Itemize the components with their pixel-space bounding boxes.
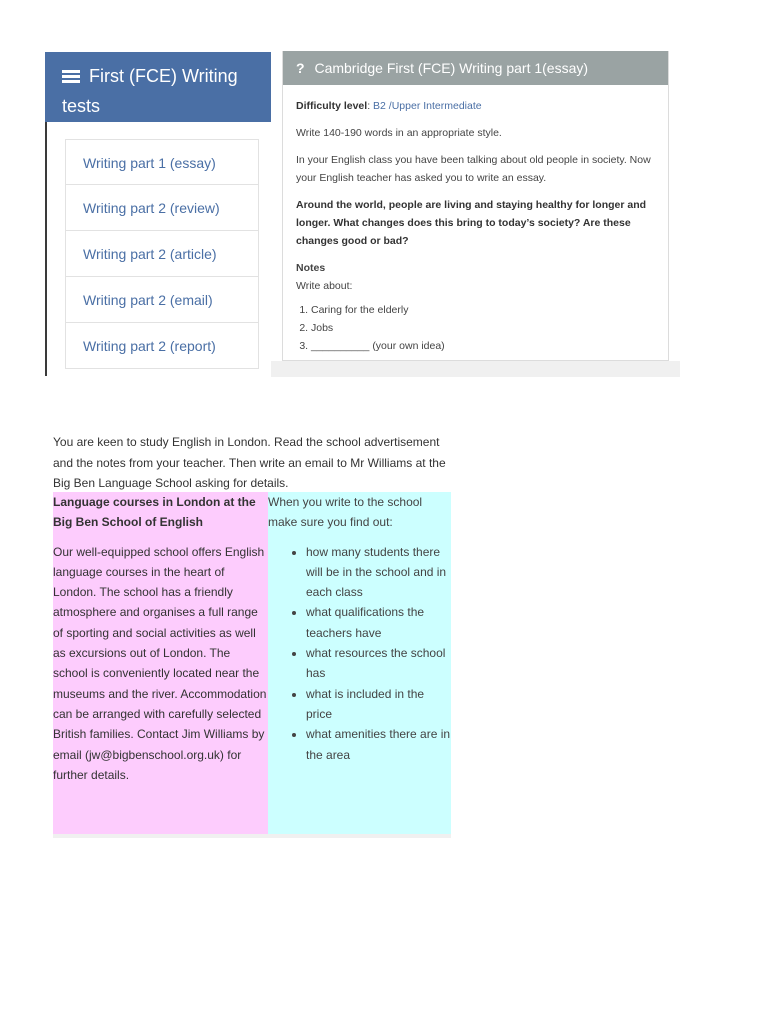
task-context: In your English class you have been talking about old people in society. Now your English teacher has asked you to write an essay. — [296, 154, 651, 184]
nav-header — [45, 52, 271, 122]
nav-item-part1-essay[interactable]: Writing part 1 (essay) — [65, 139, 259, 185]
notes-item: 3. __________ (your own idea) — [311, 337, 655, 355]
writing-tests-nav — [45, 52, 271, 376]
difficulty-value: B2 /Upper Intermediate — [373, 100, 482, 112]
task-panel — [282, 51, 669, 361]
nav-body — [45, 122, 271, 376]
nav-item-part2-review[interactable]: Writing part 2 (review) — [65, 185, 259, 231]
nav-item-part2-email[interactable]: Writing part 2 (email) — [65, 277, 259, 323]
task-title: Cambridge First (FCE) Writing part 1(essay) — [314, 60, 589, 76]
email-task-intro: You are keen to study English in London. Read the school advertisement and the notes from your teacher. Then write an email to Mr Williams at the Big Ben Language School asking for details. — [53, 435, 446, 490]
teacher-note-item: • what resources the school has — [306, 643, 451, 684]
teacher-note-item: • what is included in the price — [306, 684, 451, 725]
task-bottom-bar — [271, 361, 680, 377]
task-body — [283, 85, 668, 355]
word-count-instruction: Write 140-190 words in an appropriate style. — [296, 127, 502, 139]
list-icon — [62, 70, 80, 83]
teacher-note-item: • how many students there will be in the school and in each class — [306, 542, 451, 603]
nav-list — [65, 139, 259, 369]
teacher-notes-list — [268, 542, 451, 765]
nav-title: First (FCE) Writing tests — [62, 66, 238, 116]
teacher-notes-intro: When you write to the school make sure you find out: — [268, 495, 423, 530]
teacher-note-item: • what qualifications the teachers have — [306, 602, 451, 643]
nav-item-part2-article[interactable]: Writing part 2 (article) — [65, 231, 259, 277]
difficulty-line: Difficulty level: B2 /Upper Intermediate — [296, 100, 482, 112]
ad-title: Language courses in London at the Big Ben School of English — [53, 495, 256, 530]
task-header — [283, 51, 668, 85]
teacher-notes — [268, 492, 451, 834]
bottom-strip — [53, 834, 451, 838]
notes-list — [296, 301, 655, 355]
nav-item-part2-report[interactable]: Writing part 2 (report) — [65, 323, 259, 369]
question-mark-icon: ? — [296, 60, 305, 76]
school-advertisement — [53, 492, 268, 834]
difficulty-label: Difficulty level — [296, 100, 368, 112]
ad-text: Our well-equipped school offers English language courses in the heart of London. The school has a friendly atmosphere and organises a full range of sporting and social activities as well as excursions out of London. The school is conveniently located near the museums and the river. Accommodation can be arranged with carefully selected British families. Contact Jim Williams by email (jw@bigbenschool.org.uk) for further details. — [53, 544, 267, 782]
notes-intro: Write about: — [296, 280, 353, 292]
essay-question: Around the world, people are living and staying healthy for longer and longer. What changes does this bring to today’s society? Are these changes good or bad? — [296, 199, 647, 247]
notes-item: 1. Caring for the elderly — [311, 301, 655, 319]
teacher-note-item: • what amenities there are in the area — [306, 724, 451, 765]
notes-item: 2. Jobs — [311, 319, 655, 337]
notes-title: Notes — [296, 262, 326, 274]
